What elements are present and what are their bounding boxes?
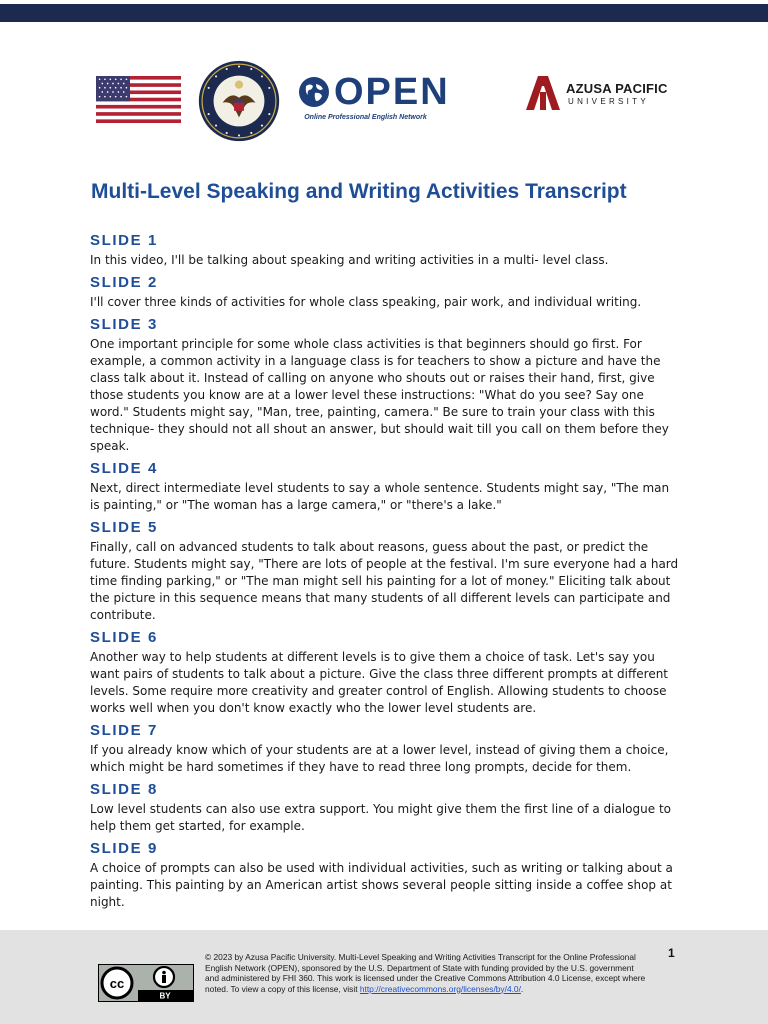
license-statement: [205, 952, 650, 994]
slide-text: Low level students can also use extra support. You might give them the first line of a dialogue to help them get started, for example.: [90, 802, 671, 833]
cc-by-license-badge-icon[interactable]: [98, 964, 194, 1002]
us-flag-icon: [96, 76, 181, 123]
slide-heading: SLIDE 9: [90, 840, 158, 857]
azusa-pacific-logo: [524, 74, 684, 114]
license-link[interactable]: http://creativecommons.org/licenses/by/4.0/: [359, 983, 521, 994]
university-name: AZUSA PACIFIC: [566, 81, 668, 96]
department-of-state-seal-icon: [198, 60, 280, 142]
globe-icon: [298, 76, 330, 108]
page-number: 1: [668, 946, 675, 960]
slide-text: One important principle for some whole class activities is that beginners should go first. For example, a common activity in a language class is for teachers to show a picture and have the class talk about it. Instead of calling on anyone who shouts out or raises their hand, first, give those students you know are at a lower level these instructions: "What do you see? Say one word." Students might say, "Man, tree, painting, camera." Be sure to train your class with this technique- they should not all shout an answer, but should wait till you call on them before they speak.: [90, 337, 669, 453]
cc-badge-label: BY: [159, 991, 171, 1001]
slide-heading: SLIDE 5: [90, 519, 158, 536]
license-text: © 2023 by Azusa Pacific University. Multi-Level Speaking and Writing Activities Transcript for the Online Professional English Network (OPEN), sponsored by the U.S. Department of State with funding provided by the U.S. government and administered by FHI 360. This work is licensed under the Creative Commons Attribution 4.0 License, except where noted. To view a copy of this license, visit: [205, 952, 646, 994]
svg-text:cc: cc: [109, 976, 125, 991]
open-logo: [298, 70, 450, 126]
slide-text: I'll cover three kinds of activities for whole class speaking, pair work, and individual writing.: [90, 295, 642, 309]
slide-text: If you already know which of your students are at a lower level, instead of giving them a choice, which might be hard sometimes if they have to read three long prompts, decide for them.: [90, 743, 669, 774]
slide-heading: SLIDE 1: [90, 232, 158, 249]
license-end: .: [520, 983, 524, 994]
document-title: Multi-Level Speaking and Writing Activities Transcript: [91, 180, 627, 203]
slide-text: Finally, call on advanced students to talk about reasons, guess about the past, or predict the future. Students might say, "There are lots of people at the festival. I'm sure everyone had a hard time finding parking," or "The man might sell his painting for a lot of money." Eliciting talk about the picture in this sequence means that many students of all different levels can participate and contribute.: [90, 540, 679, 622]
header-logos: [0, 60, 768, 150]
footer: [0, 930, 768, 1024]
slide-text: A choice of prompts can also be used with individual activities, such as writing or talking about a painting. This painting by an American artist shows several people sitting inside a coffee shop at night.: [90, 861, 673, 909]
slide-text: Next, direct intermediate level students to say a whole sentence. Students might say, "The man is painting," or "The woman has a large camera," or "there's a lake.": [90, 481, 670, 512]
slide-heading: SLIDE 6: [90, 629, 158, 646]
open-logo-word: OPEN: [334, 71, 450, 113]
slide-heading: SLIDE 3: [90, 316, 158, 333]
slide-text: In this video, I'll be talking about speaking and writing activities in a multi- level class.: [90, 253, 609, 267]
slide-text: Another way to help students at different levels is to give them a choice of task. Let's say you want pairs of students to talk about a picture. Give the class three different prompts at different levels. Some require more creativity and greater control of English. Allowing students to choose works well when you don't know exactly who the lower level students are.: [90, 650, 669, 715]
open-logo-tagline: Online Professional English Network: [304, 114, 427, 121]
slide-heading: SLIDE 4: [90, 460, 158, 477]
slide-heading: SLIDE 7: [90, 722, 158, 739]
transcript-body: [90, 230, 680, 914]
slide-heading: SLIDE 8: [90, 781, 158, 798]
azusa-pacific-mark-icon: [524, 74, 562, 110]
university-subtitle: UNIVERSITY: [568, 97, 650, 106]
slide-heading: SLIDE 2: [90, 274, 158, 291]
top-banner-bar: [0, 4, 768, 22]
